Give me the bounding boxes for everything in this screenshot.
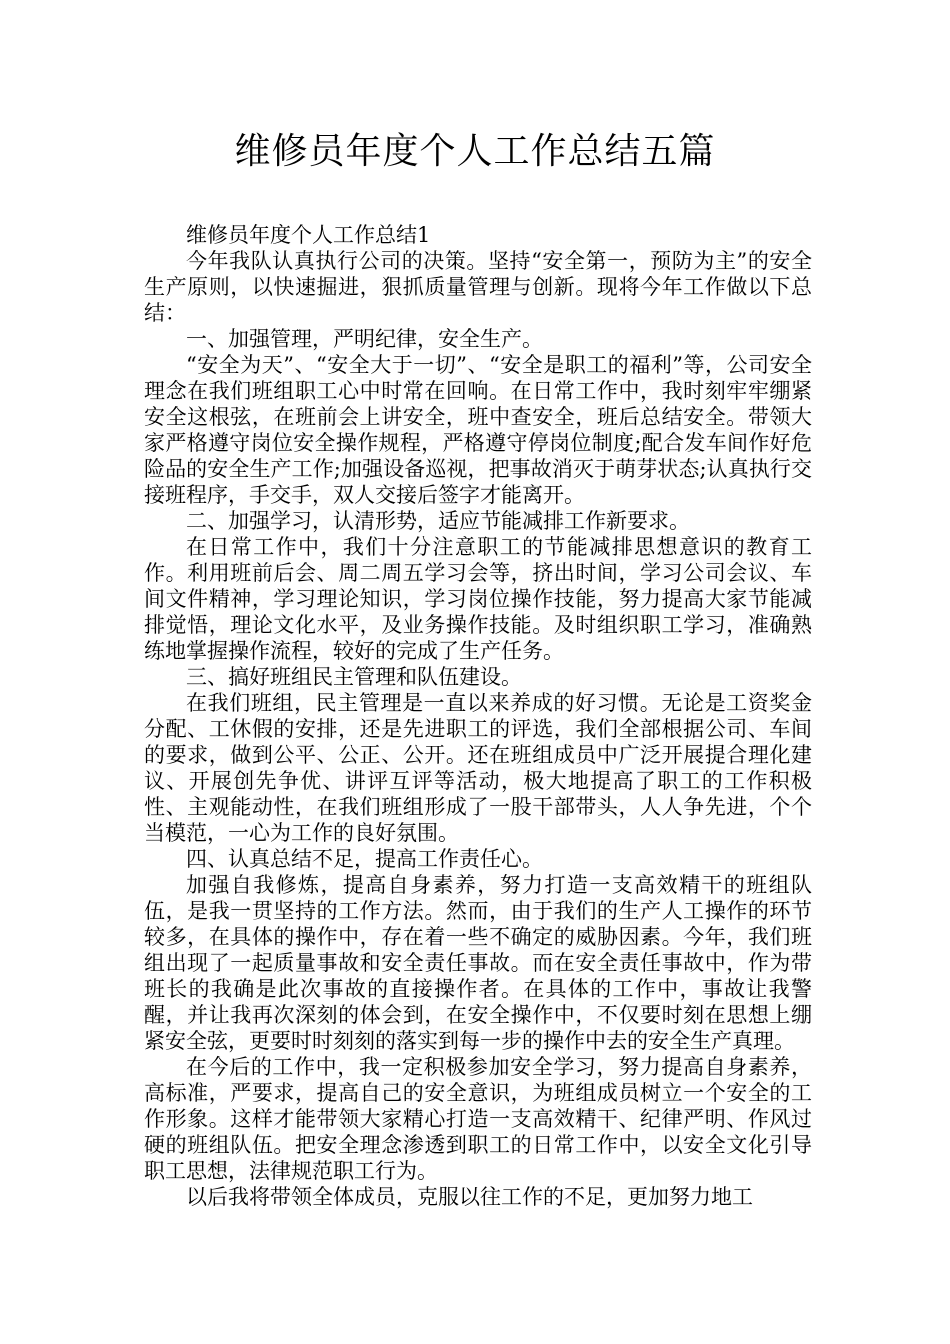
paragraph: 在今后的工作中，我一定积极参加安全学习，努力提高自身素养，高标准，严要求，提高自己的安全意识，为班组成员树立一个安全的工作形象。这样才能带领大家精心打造一支高效精干、纪律严明、作风过硬的班组队伍。把安全理念渗透到职工的日常工作中，以安全文化引导职工思想，法律规范职工行为。	[144, 1055, 812, 1183]
paragraph: 在我们班组，民主管理是一直以来养成的好习惯。无论是工资奖金分配、工休假的安排，还是先进职工的评选，我们全部根据公司、车间的要求，做到公平、公正、公开。还在班组成员中广泛开展提合理化建议、开展创先争优、讲评互评等活动，极大地提高了职工的工作积极性、主观能动性，在我们班组形成了一股干部带头，人人争先进，个个当模范，一心为工作的良好氛围。	[144, 691, 812, 845]
section-heading: 三、搞好班组民主管理和队伍建设。	[186, 665, 522, 689]
section-heading: 维修员年度个人工作总结1	[186, 223, 431, 247]
paragraph: 在日常工作中，我们十分注意职工的节能减排思想意识的教育工作。利用班前后会、周二周五学习会等，挤出时间，学习公司会议、车间文件精神，学习理论知识，学习岗位操作技能，努力提高大家节能减排觉悟，理论文化水平，及业务操作技能。及时组织职工学习，准确熟练地掌握操作流程，较好的完成了生产任务。	[144, 535, 812, 663]
document-title: 维修员年度个人工作总结五篇	[234, 131, 716, 172]
document-body	[144, 222, 812, 1210]
paragraph: 以后我将带领全体成员，克服以往工作的不足，更加努力地工	[186, 1185, 753, 1209]
paragraph: “安全为天”、“安全大于一切”、“安全是职工的福利”等，公司安全理念在我们班组职工心中时常在回响。在日常工作中，我时刻牢牢绷紧安全这根弦，在班前会上讲安全，班中查安全，班后总结安全。带领大家严格遵守岗位安全操作规程，严格遵守停岗位制度;配合发车间作好危险品的安全生产工作;加强设备巡视，把事故消灭于萌芽状态;认真执行交接班程序，手交手，双人交接后签字才能离开。	[144, 353, 812, 507]
paragraph: 今年我队认真执行公司的决策。坚持“安全第一，预防为主”的安全生产原则，以快速掘进，狠抓质量管理与创新。现将今年工作做以下总结：	[144, 249, 812, 325]
section-heading: 二、加强学习，认清形势，适应节能减排工作新要求。	[186, 509, 690, 533]
section-heading: 四、认真总结不足，提高工作责任心。	[186, 847, 543, 871]
section-heading: 一、加强管理，严明纪律，安全生产。	[186, 327, 543, 351]
paragraph: 加强自我修炼，提高自身素养，努力打造一支高效精干的班组队伍，是我一贯坚持的工作方法。然而，由于我们的生产人工操作的环节较多，在具体的操作中，存在着一些不确定的威胁因素。今年，我们班组出现了一起质量事故和安全责任事故。而在安全责任事故中，作为带班长的我确是此次事故的直接操作者。在具体的工作中，事故让我警醒，并让我再次深刻的体会到，在安全操作中，不仅要时刻在思想上绷紧安全弦，更要时时刻刻的落实到每一步的操作中去的安全生产真理。	[144, 873, 812, 1053]
